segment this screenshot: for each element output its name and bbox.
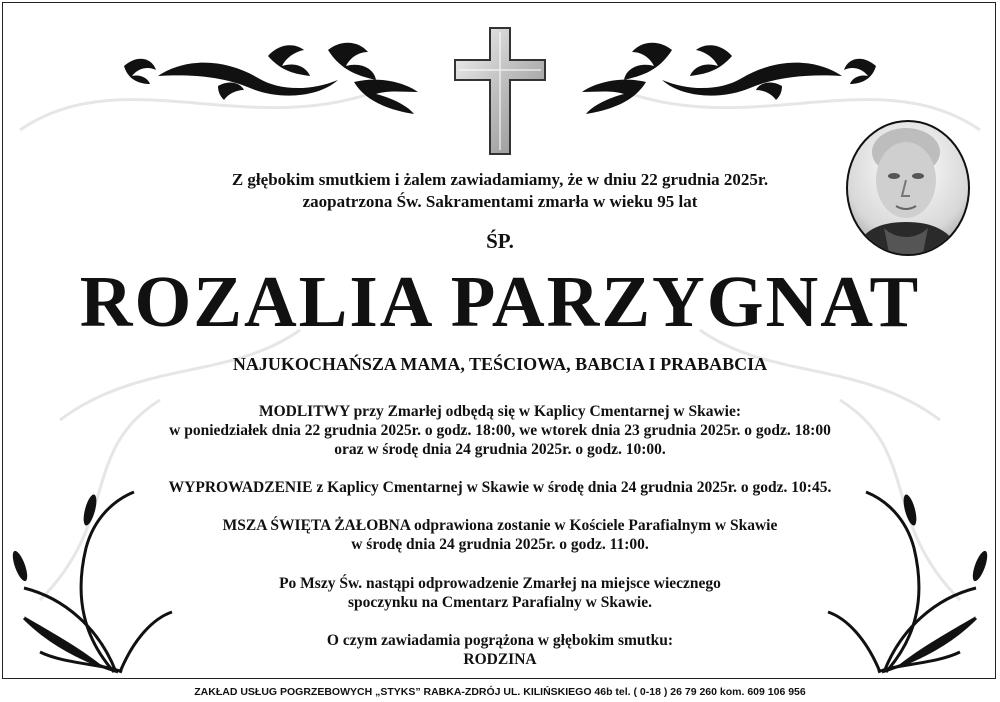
intro-line-1: Z głębokim smutkiem i żalem zawiadamiamy, że w dniu 22 grudnia 2025r. <box>231 170 769 189</box>
mass-line-1 <box>0 516 1000 535</box>
mass-line-2: w środę dnia 24 grudnia 2025r. o godz. 11:00. <box>351 536 649 553</box>
cross-icon <box>453 26 547 156</box>
prayers-section <box>0 402 1000 459</box>
family-role: NAJUKOCHAŃSZA MAMA, TEŚCIOWA, BABCIA I PRABABCIA <box>232 354 768 374</box>
prayers-line-2: w poniedziałek dnia 22 grudnia 2025r. o godz. 18:00, we wtorek dnia 23 grudnia 2025r. o godz. 18:00 <box>169 422 831 439</box>
closing-section <box>0 631 1000 669</box>
procession-section <box>0 478 1000 497</box>
mass-label: MSZA ŚWIĘTA ŻAŁOBNA <box>222 517 411 534</box>
intro-line-2: zaopatrzona Św. Sakramentami zmarła w wieku 95 lat <box>302 192 698 211</box>
procession-label: WYPROWADZENIE <box>168 479 313 496</box>
closing-family: RODZINA <box>463 651 537 668</box>
funeral-home-footer: ZAKŁAD USŁUG POGRZEBOWYCH „STYKS” RABKA-ZDRÓJ UL. KILIŃSKIEGO 46b tel. ( 0-18 ) 26 79 260 kom. 609 106 956 <box>194 686 806 698</box>
burial-section <box>0 574 1000 612</box>
prayers-label: MODLITWY <box>258 403 350 420</box>
deceased-name: ROZALIA PARZYGNAT <box>79 261 921 342</box>
sp-prefix: ŚP. <box>486 229 514 253</box>
announcement-intro <box>0 169 1000 213</box>
burial-line-1: Po Mszy Św. nastąpi odprowadzenie Zmarłej na miejsce wiecznego <box>279 575 721 592</box>
closing-line-1: O czym zawiadamia pogrążona w głębokim smutku: <box>326 632 674 649</box>
prayers-line-1 <box>0 402 1000 421</box>
mass-line-1-text: odprawiona zostanie w Kościele Parafialnym w Skawie <box>410 517 778 534</box>
prayers-line-1-text: przy Zmarłej odbędą się w Kaplicy Cmentarnej w Skawie: <box>349 403 742 420</box>
prayers-line-3: oraz w środę dnia 24 grudnia 2025r. o godz. 10:00. <box>334 441 666 458</box>
mass-section <box>0 516 1000 554</box>
burial-line-2: spoczynku na Cmentarz Parafialny w Skawie. <box>348 594 652 611</box>
right-floral-ornament <box>562 36 882 116</box>
procession-text: z Kaplicy Cmentarnej w Skawie w środę dnia 24 grudnia 2025r. o godz. 10:45. <box>312 479 832 496</box>
left-floral-ornament <box>118 36 438 116</box>
